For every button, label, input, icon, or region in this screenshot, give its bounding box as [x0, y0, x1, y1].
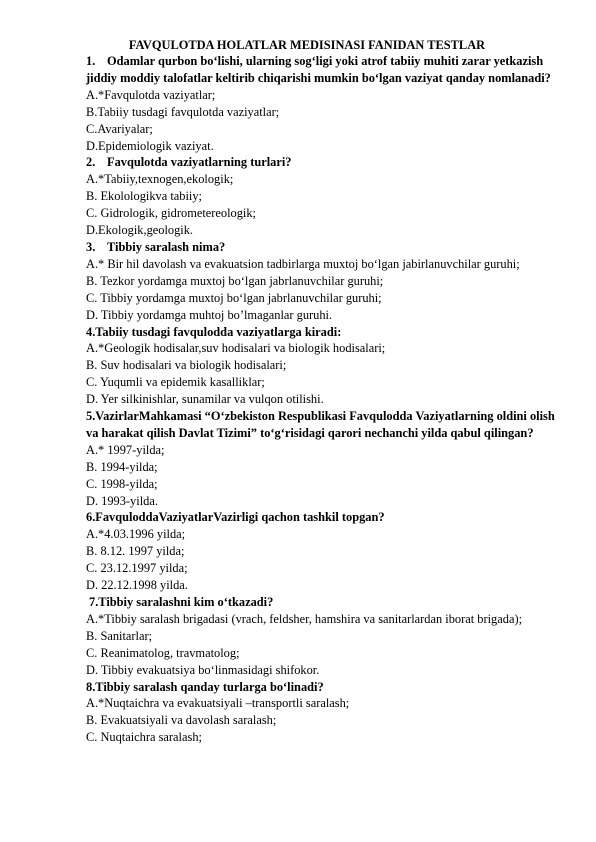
- question-number: 5.: [86, 409, 96, 424]
- answer-option-b: B. 8.12. 1997 yilda;: [86, 544, 185, 559]
- answer-option-d: D. 1993-yilda.: [86, 493, 158, 508]
- question-number: 4.: [86, 324, 96, 339]
- question-text: VazirlarMahkamasi “Oʻzbekiston Respublikasi Favqulodda Vaziyatlarning oldini olish va harakat qilish Davlat Tizimi” toʻgʻrisidagi qarori nechanchi yilda qabul qilingan?: [86, 409, 555, 440]
- answer-option-c: C. Gidrologik, gidrometereologik;: [86, 206, 257, 221]
- answer-option-d: D.Ekologik,geologik.: [86, 223, 194, 238]
- question-3: [86, 239, 556, 324]
- answer-option-c: C. Nuqtaichra saralash;: [86, 730, 202, 745]
- answer-option-c: C. Reanimatolog, travmatolog;: [86, 645, 240, 660]
- answer-option-a: A.*Favqulotda vaziyatlar;: [86, 87, 216, 102]
- answer-option-c: C. Tibbiy yordamga muxtoj boʻlgan jabrlanuvchilar guruhi;: [86, 290, 382, 305]
- answer-option-b: B. 1994-yilda;: [86, 459, 158, 474]
- question-text: FavquloddaVaziyatlarVazirligi qachon tashkil topgan?: [95, 510, 385, 525]
- answer-option-a: A.*Geologik hodisalar,suv hodisalari va biologik hodisalari;: [86, 341, 386, 356]
- question-number: 8.: [86, 679, 96, 694]
- answer-option-d: D. 22.12.1998 yilda.: [86, 578, 188, 593]
- answer-option-a: A.*Tabiiy,texnogen,ekologik;: [86, 172, 234, 187]
- document-title: FAVQULOTDA HOLATLAR MEDISINASI FANIDAN TESTLAR: [128, 38, 486, 52]
- question-text: Tabiiy tusdagi favqulodda vaziyatlarga kiradi:: [95, 324, 342, 339]
- answer-option-d: D. Tibbiy evakuatsiya boʻlinmasidagi shifokor.: [86, 662, 320, 677]
- answer-option-c: C. Yuqumli va epidemik kasalliklar;: [86, 375, 265, 390]
- answer-option-c: C. 23.12.1997 yilda;: [86, 561, 188, 576]
- question-text: Tibbiy saralashni kim oʻtkazadi?: [98, 595, 274, 609]
- question-number: 7.: [89, 595, 99, 609]
- question-text: Favqulotda vaziyatlarning turlari?: [107, 155, 292, 170]
- question-number: 1.: [86, 54, 96, 68]
- question-number: 6.: [86, 510, 96, 525]
- question-1: [86, 53, 556, 154]
- question-6: [86, 509, 556, 594]
- answer-option-b: B. Tezkor yordamga muxtoj boʻlgan jabrlanuvchilar guruhi;: [86, 273, 384, 288]
- answer-option-b: B. Ekolologikva tabiiy;: [86, 189, 202, 204]
- answer-option-c: C.Avariyalar;: [86, 121, 153, 136]
- question-text: Tibbiy saralash qanday turlarga boʻlinadi?: [95, 679, 324, 694]
- question-7: [86, 594, 556, 679]
- answer-option-b: B.Tabiiy tusdagi favqulotda vaziyatlar;: [86, 104, 280, 119]
- answer-option-b: B. Sanitarlar;: [86, 628, 153, 643]
- question-text: Tibbiy saralash nima?: [107, 239, 226, 254]
- answer-option-a: A.* 1997-yilda;: [86, 442, 165, 457]
- answer-option-a: A.* Bir hil davolash va evakuatsion tadbirlarga muxtoj boʻlgan jabirlanuvchilar guruhi;: [86, 256, 520, 271]
- answer-option-a: A.*4.03.1996 yilda;: [86, 527, 186, 542]
- question-8: [86, 679, 556, 747]
- answer-option-b: B. Suv hodisalari va biologik hodisalari;: [86, 358, 287, 373]
- question-4: [86, 324, 556, 409]
- answer-option-a: A.*Tibbiy saralash brigadasi (vrach, feldsher, hamshira va sanitarlardan iborat brigada);: [86, 611, 523, 626]
- question-number: 2.: [86, 155, 96, 170]
- question-list: [86, 53, 556, 746]
- question-2: [86, 154, 556, 239]
- answer-option-b: B. Evakuatsiyali va davolash saralash;: [86, 713, 277, 728]
- question-number: 3.: [86, 239, 96, 254]
- answer-option-d: D.Epidemiologik vaziyat.: [86, 138, 214, 153]
- question-5: [86, 408, 556, 509]
- answer-option-a: A.*Nuqtaichra va evakuatsiyali –transportli saralash;: [86, 696, 350, 711]
- answer-option-c: C. 1998-yilda;: [86, 476, 158, 491]
- question-text: Odamlar qurbon boʻlishi, ularning sogʻligi yoki atrof tabiiy muhiti zarar yetkazish jiddiy moddiy talofatlar keltirib chiqarishi mumkin boʻlgan vaziyat qanday nomlanadi?: [86, 54, 551, 85]
- answer-option-d: D. Yer silkinishlar, sunamilar va vulqon otilishi.: [86, 392, 324, 407]
- answer-option-d: D. Tibbiy yordamga muhtoj boʼlmaganlar guruhi.: [86, 307, 333, 322]
